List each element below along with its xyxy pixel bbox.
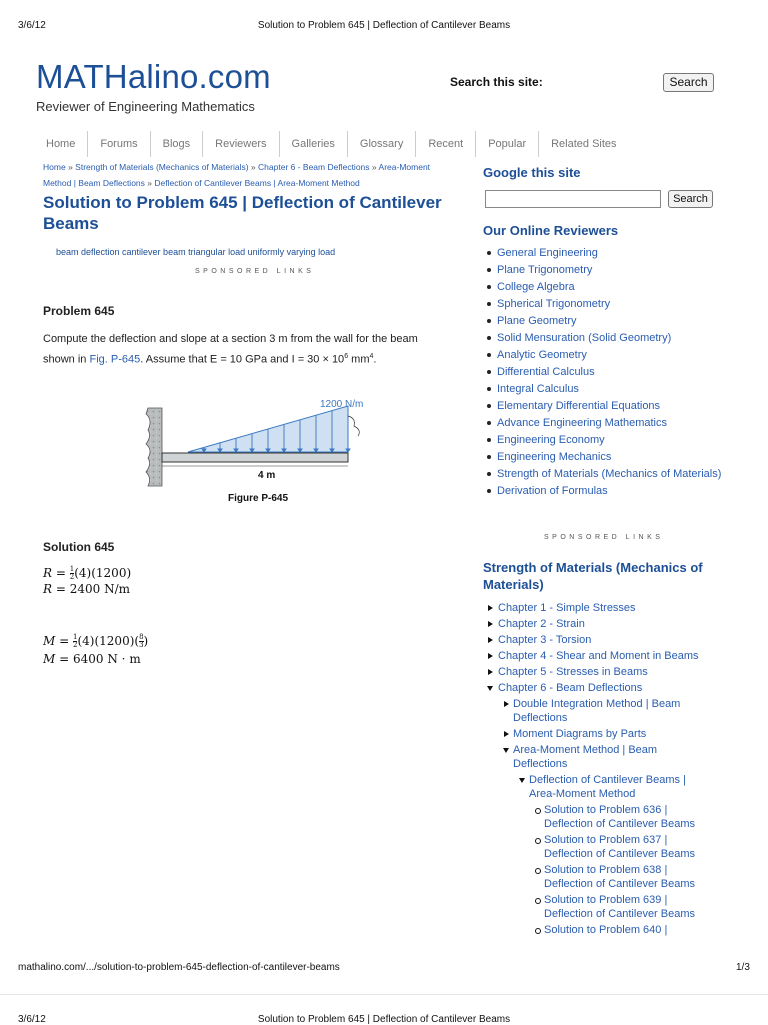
- nav-galleries[interactable]: Galleries: [280, 131, 348, 157]
- collapsed-arrow-icon[interactable]: [488, 637, 493, 643]
- tree-item: [485, 633, 735, 647]
- frac-den: 3: [139, 641, 144, 649]
- solution-heading: Solution 645: [43, 540, 115, 554]
- breadcrumb-separator: »: [250, 162, 256, 172]
- list-item: [497, 450, 737, 464]
- problem-text: . Assume that E = 10 GPa and I = 30 × 10: [140, 353, 345, 366]
- search-button[interactable]: Search: [663, 73, 714, 92]
- print-date: 3/6/12: [18, 20, 46, 31]
- list-item: [497, 484, 737, 498]
- circle-bullet-icon: [535, 838, 541, 844]
- list-item: [497, 314, 737, 328]
- problem-text: Compute the deflection and slope at a section 3 m from the wall for the beam shown in: [43, 333, 418, 366]
- eq-rhs: (4)(1200)(: [77, 634, 140, 648]
- eq-lhs: R: [43, 582, 53, 596]
- reviewer-link[interactable]: Engineering Economy: [497, 434, 605, 446]
- tree-item: [485, 681, 735, 695]
- list-item: [497, 467, 737, 481]
- reviewer-link[interactable]: Differential Calculus: [497, 366, 595, 378]
- eq-lhs: M: [43, 652, 56, 666]
- tree-item: [485, 649, 735, 663]
- google-search-button[interactable]: Search: [668, 190, 713, 208]
- circle-bullet-icon: [535, 868, 541, 874]
- list-item: [497, 399, 737, 413]
- period: .: [373, 353, 377, 366]
- expanded-arrow-icon[interactable]: [487, 686, 493, 691]
- eq-lhs: M: [43, 634, 56, 648]
- site-logo[interactable]: MATHalino.com: [36, 58, 271, 95]
- frac-num: 1: [69, 565, 75, 573]
- google-search-input[interactable]: [485, 190, 661, 208]
- circle-bullet-icon: [535, 808, 541, 814]
- wall: [146, 408, 162, 486]
- collapsed-arrow-icon[interactable]: [488, 669, 493, 675]
- tree-item: [485, 697, 718, 725]
- chapter-link[interactable]: Chapter 3 - Torsion: [498, 634, 592, 646]
- print-footer-page: 1/3: [736, 962, 750, 973]
- equation-r1: [43, 566, 131, 581]
- breadcrumb-link[interactable]: Home: [43, 162, 66, 172]
- beam: [162, 453, 348, 462]
- frac-den: 2: [69, 573, 75, 581]
- list-item: [497, 365, 737, 379]
- collapsed-arrow-icon[interactable]: [504, 701, 509, 707]
- reviewers-list: [497, 246, 737, 501]
- load-label-leader: [348, 416, 359, 436]
- tree-item: [485, 617, 735, 631]
- chapter-link[interactable]: Chapter 5 - Stresses in Beams: [498, 666, 648, 678]
- equation-r2: [43, 583, 130, 596]
- reviewer-link[interactable]: Advance Engineering Mathematics: [497, 417, 667, 429]
- solution-link[interactable]: Solution to Problem 638 | Deflection of Cantilever Beams: [544, 864, 696, 890]
- page-title: Solution to Problem 645 | Deflection of Cantilever Beams: [43, 193, 442, 233]
- eq-lhs: R: [43, 566, 53, 580]
- solution-link[interactable]: Solution to Problem 636 | Deflection of Cantilever Beams: [544, 804, 696, 830]
- list-item: [497, 297, 737, 311]
- breadcrumb-separator: »: [147, 178, 153, 188]
- nav-home[interactable]: Home: [36, 131, 88, 157]
- list-item: [497, 348, 737, 362]
- eq-rhs: 6400 N · m: [73, 652, 141, 666]
- tree-item: [485, 773, 704, 801]
- reviewers-heading: Our Online Reviewers: [483, 223, 619, 238]
- tree-item: [485, 727, 735, 741]
- eq-rhs: 2400 N/m: [69, 582, 131, 596]
- breadcrumb-link[interactable]: Area-Moment Method | Beam Deflections: [43, 162, 431, 188]
- figure-link[interactable]: Fig. P-645: [89, 353, 141, 366]
- chapter-tree: [485, 601, 735, 939]
- equation-m1: [43, 634, 148, 649]
- main-nav: [36, 131, 629, 157]
- nav-popular[interactable]: Popular: [476, 131, 539, 157]
- tree-item: [485, 893, 709, 921]
- frac-num: 8: [139, 633, 144, 641]
- reviewer-link[interactable]: Engineering Mechanics: [497, 451, 612, 463]
- collapsed-arrow-icon[interactable]: [488, 605, 493, 611]
- expanded-arrow-icon[interactable]: [519, 778, 525, 783]
- site-slogan: Reviewer of Engineering Mathematics: [36, 99, 255, 114]
- tree-item: [485, 833, 709, 861]
- breadcrumb-separator: »: [371, 162, 377, 172]
- load-label: 1200 N/m: [320, 399, 364, 410]
- reviewer-link[interactable]: Analytic Geometry: [497, 349, 587, 361]
- sponsored-links-label: SPONSORED LINKS: [195, 268, 315, 275]
- unit: mm: [348, 353, 370, 366]
- solution-link[interactable]: Solution to Problem 640 |: [544, 924, 668, 936]
- nav-blogs[interactable]: Blogs: [151, 131, 204, 157]
- list-item: [497, 331, 737, 345]
- problem-heading: Problem 645: [43, 304, 115, 318]
- section-link[interactable]: Moment Diagrams by Parts: [513, 728, 647, 740]
- search-label: Search this site:: [450, 75, 543, 89]
- eq-equals: =: [55, 566, 66, 580]
- breadcrumb-separator: »: [68, 162, 73, 172]
- list-item: [497, 416, 737, 430]
- collapsed-arrow-icon[interactable]: [504, 731, 509, 737]
- tree-item: [485, 665, 735, 679]
- tree-item: [485, 601, 735, 615]
- span-label: 4 m: [258, 470, 276, 481]
- equation-m2: [43, 653, 141, 666]
- list-item: [497, 263, 737, 277]
- problem-statement: [43, 330, 443, 369]
- eq-equals: =: [59, 634, 70, 648]
- circle-bullet-icon: [535, 928, 541, 934]
- collapsed-arrow-icon[interactable]: [488, 653, 493, 659]
- reviewer-link[interactable]: College Algebra: [497, 281, 575, 293]
- google-heading: Google this site: [483, 165, 581, 180]
- chapter-link[interactable]: Chapter 2 - Strain: [498, 618, 585, 630]
- tree-item: [485, 803, 709, 831]
- reviewer-link[interactable]: Strength of Materials (Mechanics of Materials): [497, 468, 722, 480]
- reviewer-link[interactable]: Elementary Differential Equations: [497, 400, 661, 412]
- list-item: [497, 280, 737, 294]
- breadcrumb-link[interactable]: Strength of Materials (Mechanics of Materials): [75, 162, 249, 172]
- tree-item: [485, 743, 693, 771]
- nav-related-sites[interactable]: Related Sites: [551, 138, 617, 150]
- chapter-link[interactable]: Chapter 4 - Shear and Moment in Beams: [498, 650, 699, 662]
- nav-recent[interactable]: Recent: [416, 131, 476, 157]
- list-item: [497, 433, 737, 447]
- section-link[interactable]: Double Integration Method | Beam Deflections: [513, 698, 681, 724]
- eq-rhs: ): [143, 634, 149, 648]
- tag-links[interactable]: beam deflection cantilever beam triangular load uniformly varying load: [56, 247, 336, 257]
- breadcrumb-link[interactable]: Deflection of Cantilever Beams | Area-Moment Method: [154, 178, 360, 188]
- chapter-link[interactable]: Chapter 1 - Simple Stresses: [498, 602, 636, 614]
- breadcrumb: [43, 159, 453, 191]
- exponent: 4: [369, 353, 374, 360]
- eq-equals: =: [55, 582, 66, 596]
- reviewer-link[interactable]: Plane Geometry: [497, 315, 577, 327]
- reviewer-link[interactable]: Solid Mensuration (Solid Geometry): [497, 332, 672, 344]
- tree-item: [485, 923, 709, 937]
- solution-link[interactable]: Solution to Problem 637 | Deflection of Cantilever Beams: [544, 834, 696, 860]
- som-heading: Strength of Materials (Mechanics of Materials): [483, 560, 703, 592]
- page-break: [0, 994, 768, 995]
- subsection-link[interactable]: Deflection of Cantilever Beams | Area-Moment Method: [529, 774, 686, 800]
- reviewer-link[interactable]: Plane Trigonometry: [497, 264, 593, 276]
- list-item: [497, 246, 737, 260]
- eq-equals: =: [59, 652, 70, 666]
- figure-caption: Figure P-645: [228, 493, 289, 504]
- next-page-date: 3/6/12: [18, 1014, 46, 1025]
- circle-bullet-icon: [535, 898, 541, 904]
- reviewer-link[interactable]: Derivation of Formulas: [497, 485, 608, 497]
- exponent: 6: [344, 353, 349, 360]
- next-page-title: Solution to Problem 645 | Deflection of Cantilever Beams: [257, 1014, 511, 1025]
- breadcrumb-link[interactable]: Chapter 6 - Beam Deflections: [258, 162, 370, 172]
- nav-glossary[interactable]: Glossary: [348, 131, 416, 157]
- sidebar-sponsored-label: SPONSORED LINKS: [544, 534, 664, 541]
- chapter-link[interactable]: Chapter 6 - Beam Deflections: [498, 682, 643, 694]
- reviewer-link[interactable]: Spherical Trigonometry: [497, 298, 611, 310]
- list-item: [497, 382, 737, 396]
- print-footer-url: mathalino.com/.../solution-to-problem-645-deflection-of-cantilever-beams: [18, 962, 340, 973]
- expanded-arrow-icon[interactable]: [503, 748, 509, 753]
- frac-den: 2: [73, 641, 78, 649]
- frac-num: 1: [73, 633, 78, 641]
- nav-forums[interactable]: Forums: [88, 131, 150, 157]
- reviewer-link[interactable]: General Engineering: [497, 247, 598, 259]
- reviewer-link[interactable]: Integral Calculus: [497, 383, 579, 395]
- section-link[interactable]: Area-Moment Method | Beam Deflections: [513, 744, 658, 770]
- solution-link[interactable]: Solution to Problem 639 | Deflection of Cantilever Beams: [544, 894, 696, 920]
- tree-item: [485, 863, 709, 891]
- collapsed-arrow-icon[interactable]: [488, 621, 493, 627]
- print-title: Solution to Problem 645 | Deflection of Cantilever Beams: [257, 20, 511, 31]
- eq-rhs: (4)(1200): [74, 566, 132, 580]
- nav-reviewers[interactable]: Reviewers: [203, 131, 279, 157]
- figure-p645: [140, 392, 380, 508]
